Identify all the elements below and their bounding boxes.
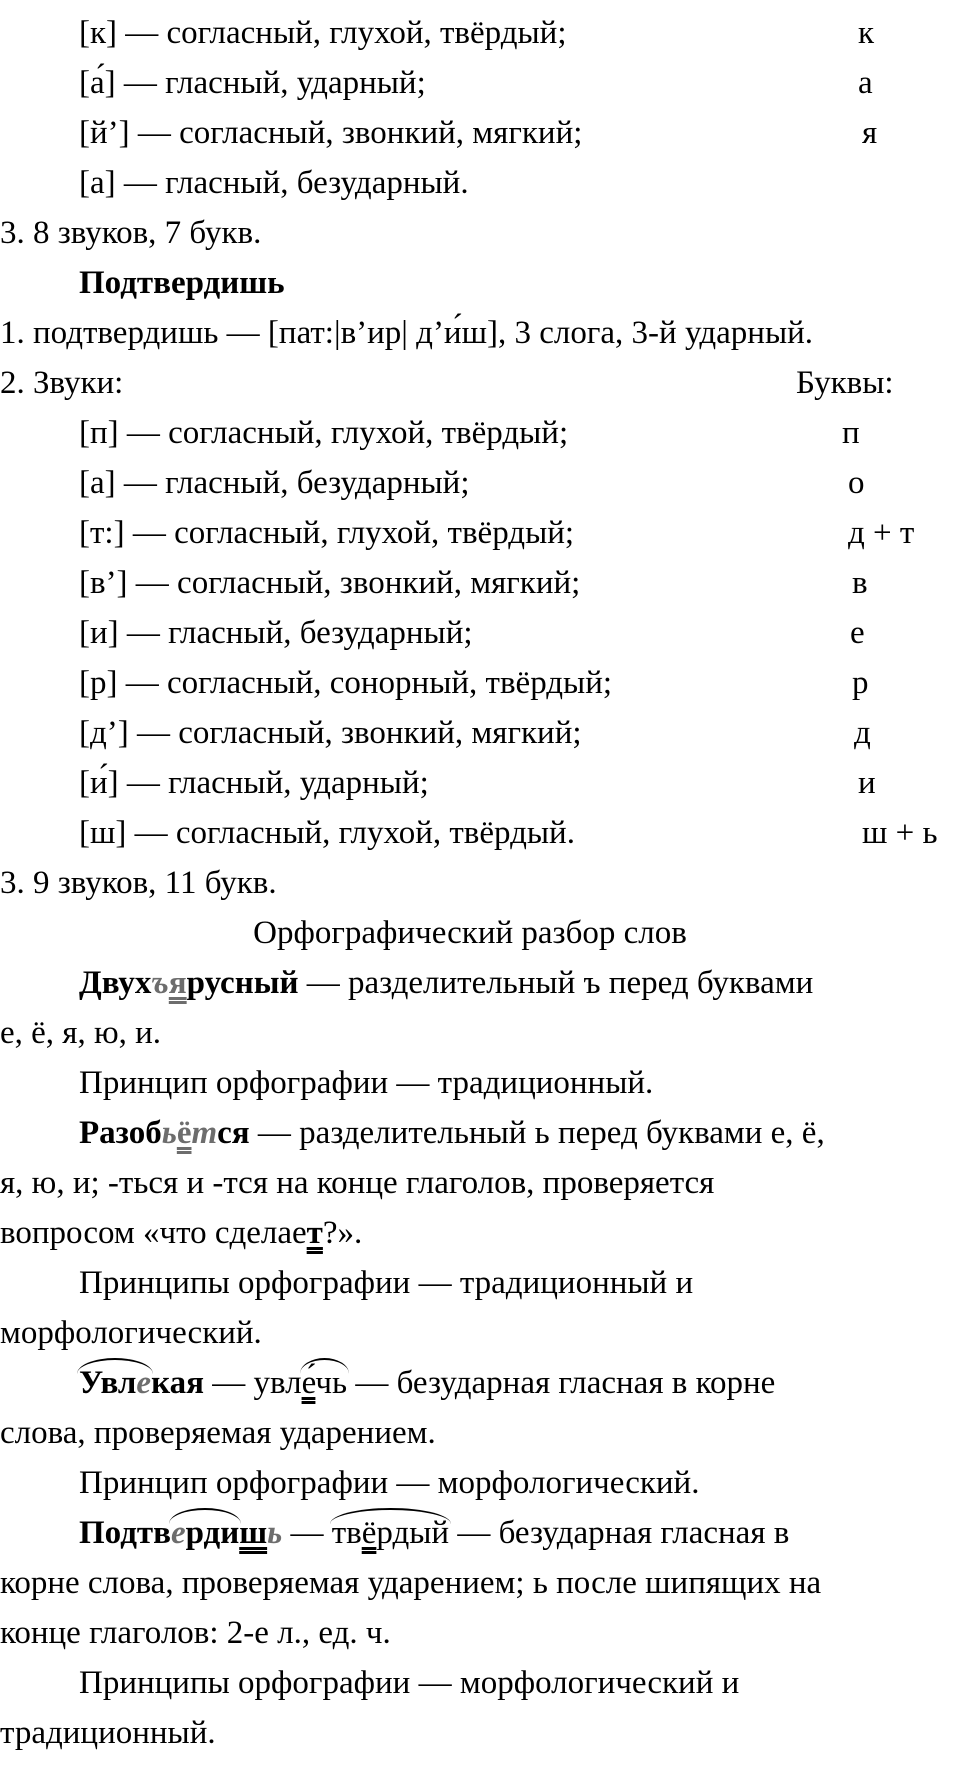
- sound-description: [в’] — согласный, звонкий, мягкий;: [79, 565, 581, 601]
- word-part: Двух: [79, 965, 152, 1001]
- sound-description: [ш] — согласный, глухой, твёрдый.: [79, 815, 575, 851]
- sounds-label: 2. Звуки:: [0, 365, 124, 401]
- text: —: [282, 1515, 332, 1551]
- word: [79, 1515, 282, 1551]
- word: [79, 1115, 250, 1151]
- letter: а: [858, 65, 873, 101]
- root-arc: [79, 1358, 151, 1408]
- explanation-continued: корне слова, проверяемая ударением; ь после шипящих на: [0, 1565, 822, 1601]
- letter: о: [848, 465, 865, 501]
- orthogram-letter: я: [168, 965, 187, 1001]
- sound-row: [0, 58, 960, 108]
- orthogram-letter: е: [136, 1365, 152, 1401]
- sound-description: [к] — согласный, глухой, твёрдый;: [79, 15, 567, 51]
- document-page: [0, 8, 960, 1758]
- word-part: тв: [331, 1515, 362, 1551]
- transcription-line: 1. подтвердишь — [пат:|в’ир| д’и́ш], 3 слога, 3-й ударный.: [0, 315, 814, 351]
- principle: Принципы орфографии — морфологический и: [79, 1665, 740, 1701]
- principle-continued: морфологический.: [0, 1315, 262, 1351]
- explanation: — безударная гласная в корне: [347, 1365, 776, 1401]
- stressed-letter: е́: [301, 1365, 316, 1401]
- word: [79, 1365, 204, 1401]
- letter: я: [862, 115, 878, 151]
- word-part: рдый: [376, 1515, 450, 1551]
- orthogram-letter: е: [170, 1515, 186, 1551]
- ortho-entry: [0, 958, 960, 1008]
- letter: п: [842, 415, 860, 451]
- explanation-continued: слова, проверяемая ударением.: [0, 1415, 436, 1451]
- ortho-entry: [0, 1508, 960, 1558]
- principle: Принцип орфографии — традиционный.: [79, 1065, 654, 1101]
- text: —: [203, 1365, 254, 1401]
- word-part: увл: [253, 1365, 302, 1401]
- sound-row: [0, 108, 960, 158]
- orthogram-letter: ш: [239, 1515, 268, 1551]
- explanation-continued: [0, 1208, 960, 1258]
- letter: ш + ь: [862, 815, 938, 851]
- sound-description: [й’] — согласный, звонкий, мягкий;: [79, 115, 583, 151]
- letter: е: [850, 615, 865, 651]
- section-title: Орфографический разбор слов: [253, 915, 687, 951]
- explanation: — безударная гласная в: [449, 1515, 790, 1551]
- word-part: ся: [217, 1115, 250, 1151]
- sound-row: [0, 8, 960, 58]
- letter: в: [852, 565, 868, 601]
- word-part: русный: [186, 965, 299, 1001]
- letter: д + т: [848, 515, 915, 551]
- word-part: кая: [151, 1365, 204, 1401]
- sound-row: [0, 508, 960, 558]
- text: ?».: [322, 1215, 363, 1251]
- sound-description: [т:] — согласный, глухой, твёрдый;: [79, 515, 575, 551]
- letter: р: [852, 665, 869, 701]
- columns-header: [0, 358, 960, 408]
- orthogram-letter: ь: [161, 1115, 177, 1151]
- letter: и: [858, 765, 876, 801]
- explanation-continued: конце глаголов: 2-е л., ед. ч.: [0, 1615, 391, 1651]
- principle: Принципы орфографии — традиционный и: [79, 1265, 694, 1301]
- word-part: Подтв: [79, 1515, 171, 1551]
- word-part: Увл: [79, 1365, 137, 1401]
- explanation: — разделительный ъ перед буквами: [298, 965, 814, 1001]
- sound-row: [0, 458, 960, 508]
- orthogram-letter: ь: [267, 1515, 283, 1551]
- word-part: чь: [315, 1365, 348, 1401]
- sound-row: [0, 158, 960, 208]
- word-part: Разоб: [79, 1115, 162, 1151]
- sound-description: [р] — согласный, сонорный, твёрдый;: [79, 665, 613, 701]
- check-word: [332, 1508, 449, 1558]
- sound-row: [0, 608, 960, 658]
- sound-row: [0, 758, 960, 808]
- text: вопросом «что сделае: [0, 1215, 307, 1251]
- sound-description: [а] — гласный, безударный.: [79, 165, 469, 201]
- count-line: 3. 8 звуков, 7 букв.: [0, 215, 262, 251]
- stressed-letter: ё: [361, 1515, 377, 1551]
- root-arc: [171, 1508, 239, 1558]
- explanation-continued: е, ё, я, ю, и.: [0, 1015, 162, 1051]
- sound-description: [п] — согласный, глухой, твёрдый;: [79, 415, 569, 451]
- root-arc: [302, 1358, 347, 1408]
- explanation: — разделительный ь перед буквами е, ё,: [249, 1115, 825, 1151]
- sound-description: [а] — гласный, безударный;: [79, 465, 470, 501]
- ortho-entry: [0, 1108, 960, 1158]
- ortho-entry: [0, 1358, 960, 1408]
- sound-row: [0, 408, 960, 458]
- letter: к: [858, 15, 875, 51]
- check-word: [253, 1365, 347, 1401]
- letters-label: Буквы:: [796, 365, 894, 401]
- sound-description: [д’] — согласный, звонкий, мягкий;: [79, 715, 582, 751]
- sound-description: [и] — гласный, безударный;: [79, 615, 473, 651]
- sound-row: [0, 708, 960, 758]
- principle-continued: традиционный.: [0, 1715, 216, 1751]
- letter: д: [854, 715, 871, 751]
- sound-row: [0, 658, 960, 708]
- word: [79, 965, 299, 1001]
- word-heading: Подтвердишь: [79, 265, 285, 301]
- principle: Принцип орфографии — морфологический.: [79, 1465, 700, 1501]
- count-line: 3. 9 звуков, 11 букв.: [0, 865, 277, 901]
- orthogram-letter: ъ: [151, 965, 169, 1001]
- explanation-continued: я, ю, и; -ться и -тся на конце глаголов, проверяется: [0, 1165, 715, 1201]
- orthogram-letter: т: [191, 1115, 218, 1151]
- orthogram-letter: ё: [176, 1115, 192, 1151]
- word-part: рди: [185, 1515, 240, 1551]
- sound-row: [0, 808, 960, 858]
- sound-row: [0, 558, 960, 608]
- sound-description: [а́] — гласный, ударный;: [79, 65, 426, 101]
- orthogram-letter: т: [306, 1215, 323, 1251]
- sound-description: [и́] — гласный, ударный;: [79, 765, 429, 801]
